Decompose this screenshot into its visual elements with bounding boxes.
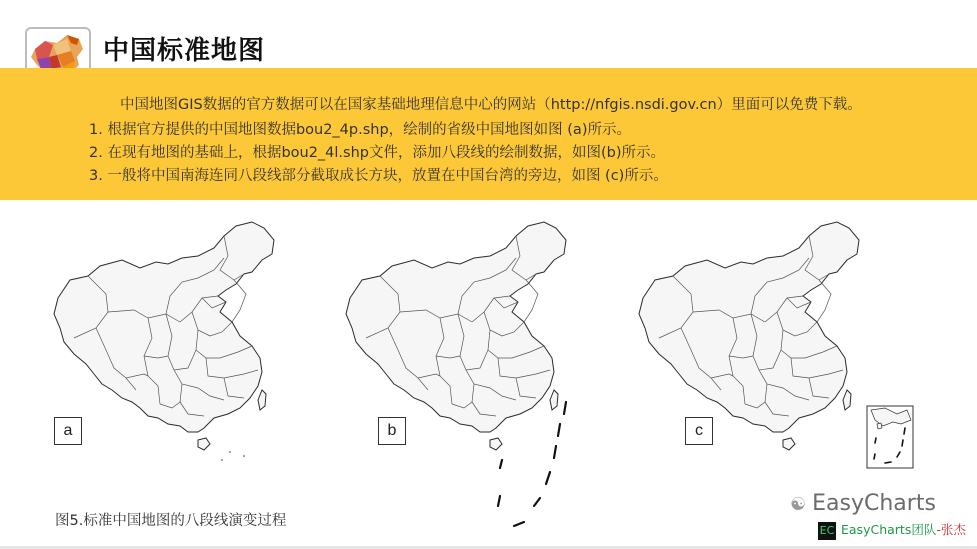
map-label-c: c <box>685 417 713 445</box>
watermark-author: 张杰 <box>940 522 966 537</box>
figure-caption: 图5.标准中国地图的八段线演变过程 <box>55 513 287 529</box>
nine-dash-line <box>498 402 566 526</box>
intro-item-2: 2. 在现有地图的基础上，根据bou2_4l.shp文件，添加八段线的绘制数据，如图(b)所示。 <box>89 145 666 161</box>
easycharts-logo-icon: EC <box>818 522 836 540</box>
watermark-team-text: EasyCharts团队 <box>841 522 937 537</box>
page-title: 中国标准地图 <box>103 36 266 66</box>
south-china-sea-inset <box>867 406 913 468</box>
map-label-a: a <box>54 417 82 445</box>
watermark-brand-text: EasyCharts <box>812 491 936 516</box>
intro-item-1: 1. 根据官方提供的中国地图数据bou2_4p.shp，绘制的省级中国地图如图 (a)所示。 <box>89 122 631 138</box>
watermark-brand <box>790 491 936 516</box>
intro-paragraph: 中国地图GIS数据的官方数据可以在国家基础地理信息中心的网站（http://nfgis.nsdi.gov.cn）里面可以免费下载。 <box>120 97 862 113</box>
china-map-c <box>625 210 925 480</box>
map-label-b: b <box>378 417 406 445</box>
intro-item-3: 3. 一般将中国南海连同八段线部分截取成长方块，放置在中国台湾的旁边，如图 (c)所示。 <box>89 168 668 184</box>
watermark-team <box>818 520 966 540</box>
china-map-b <box>332 210 592 540</box>
wechat-icon: ☯ <box>790 494 807 515</box>
intro-banner <box>0 68 977 200</box>
watermark-sep: - <box>936 522 941 537</box>
